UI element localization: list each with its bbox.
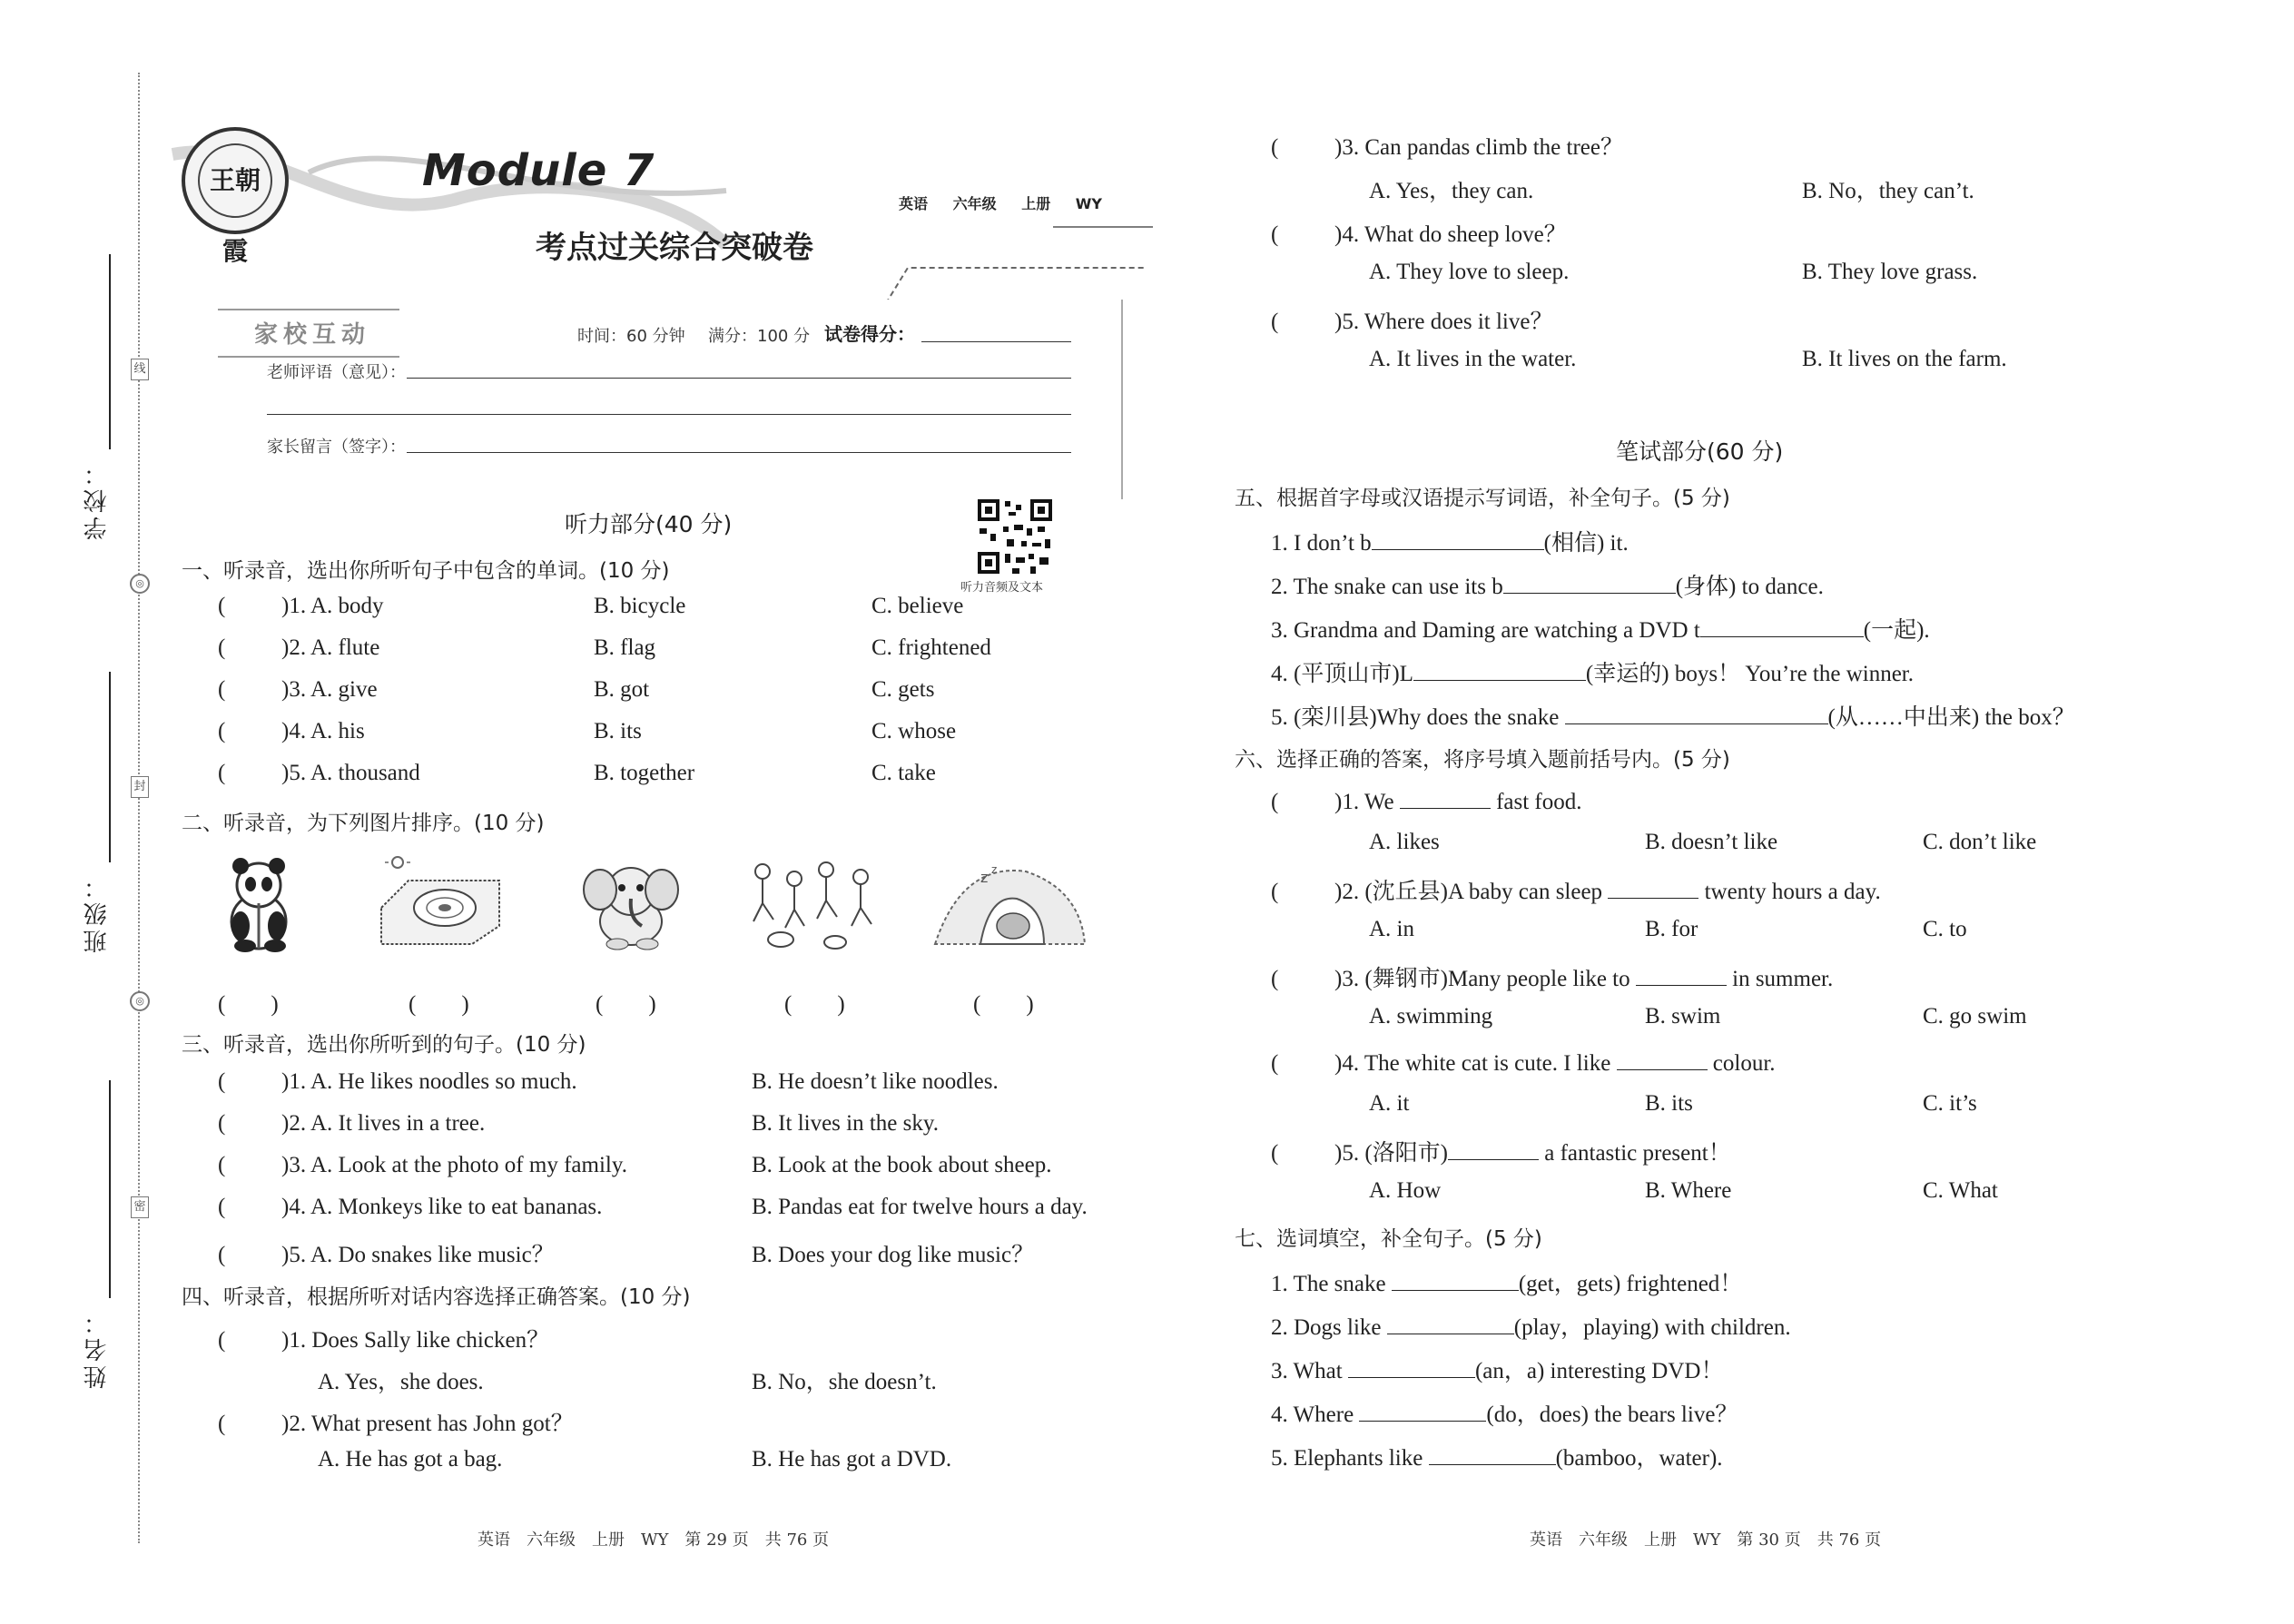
sec6-q1-b: B. doesn’t like — [1645, 830, 1778, 854]
sec5-q3: 3. Grandma and Daming are watching a DVD t (一起). — [1271, 612, 1930, 645]
binding-dotted-line — [138, 73, 140, 1543]
written-title: 笔试部分(60 分) — [1616, 438, 1784, 465]
sec4-q3-b: B. No，they can’t. — [1802, 179, 1974, 203]
section-5-heading: 五、根据首字母或汉语提示写词语，补全句子。(5 分) — [1235, 487, 1730, 510]
sec7-q4-blank[interactable] — [1359, 1399, 1486, 1422]
section-7-heading: 七、选词填空，补全句子。(5 分) — [1235, 1227, 1542, 1251]
sec6-q1-a: A. likes — [1369, 830, 1440, 854]
right-page-footer: 英语 六年级 上册 WY 第 30 页 共 76 页 — [1530, 1530, 1882, 1550]
sec4-q2-b: B. He has got a DVD. — [752, 1447, 952, 1471]
module-title: Module 7 — [422, 145, 655, 196]
sec7-q4: 4. Where (do，does) the bears live？ — [1271, 1396, 1738, 1429]
sec5-q4-blank[interactable] — [1413, 658, 1586, 681]
sec1-q2-c: C. frightened — [871, 635, 991, 660]
home-school-label: 家校互动 — [254, 321, 371, 349]
listening-title: 听力部分(40 分) — [565, 511, 733, 537]
svg-text:z: z — [991, 863, 998, 876]
sec6-q1-blank[interactable] — [1400, 786, 1491, 809]
class-fill-line[interactable] — [109, 672, 111, 862]
sec6-q4: ( )4. The white cat is cute. I like colour. — [1271, 1048, 1776, 1077]
bear-in-cave-picture — [926, 853, 1089, 953]
sec1-q4: ( )4. A. his — [218, 719, 365, 743]
picture-2-answer[interactable]: ( ) — [409, 992, 469, 1017]
sec1-q3-b: B. got — [594, 677, 650, 702]
sec1-q1-b: B. bicycle — [594, 594, 686, 618]
school-label: 学校： — [84, 458, 111, 540]
box-divider — [1076, 300, 1123, 499]
sec6-q1: ( )1. We fast food. — [1271, 786, 1582, 815]
sec3-q1-b: B. He doesn’t like noodles. — [752, 1069, 999, 1094]
panda-picture — [204, 853, 313, 953]
picture-5-answer[interactable]: ( ) — [973, 992, 1034, 1017]
class-label: 班级： — [84, 871, 111, 953]
score-label: 试卷得分： — [824, 323, 915, 345]
sec6-q5: ( )5. (洛阳市) a fantastic present！ — [1271, 1135, 1731, 1167]
sec5-q2: 2. The snake can use its b (身体) to dance. — [1271, 568, 1824, 601]
sec6-q4-blank[interactable] — [1617, 1048, 1708, 1070]
tag-volume: 上册 — [1021, 195, 1051, 212]
sec6-q5-c: C. What — [1923, 1178, 1998, 1203]
sec6-q5-b: B. Where — [1645, 1178, 1732, 1203]
sec3-q4-b: B. Pandas eat for twelve hours a day. — [752, 1195, 1088, 1219]
sec7-q1: 1. The snake (get，gets) frightened！ — [1271, 1265, 1742, 1298]
binding-hole-icon: ◎ — [130, 574, 150, 594]
svg-text:z: z — [980, 869, 989, 886]
sec4-q3: ( )3. Can pandas climb the tree？ — [1271, 135, 1623, 160]
paper-subtitle: 考点过关综合突破卷 — [536, 230, 813, 266]
sec6-q2-a: A. in — [1369, 917, 1414, 941]
sec1-q2: ( )2. A. flute — [218, 635, 380, 660]
sec1-q4-b: B. its — [594, 719, 642, 743]
section-6-heading: 六、选择正确的答案，将序号填入题前括号内。(5 分) — [1235, 748, 1730, 772]
sec7-q5-blank[interactable] — [1429, 1442, 1556, 1465]
sec3-q3-b: B. Look at the book about sheep. — [752, 1153, 1052, 1177]
time-info: 时间：60 分钟 — [577, 327, 685, 346]
teacher-comment-line[interactable] — [407, 378, 1071, 379]
sec6-q4-a: A. it — [1369, 1091, 1410, 1116]
sec6-q4-b: B. its — [1645, 1091, 1693, 1116]
binding-hole-icon: ◎ — [130, 991, 150, 1011]
sec6-q2-b: B. for — [1645, 917, 1698, 941]
sec1-q5: ( )5. A. thousand — [218, 761, 420, 785]
home-school-banner — [218, 309, 399, 358]
publisher-logo — [182, 127, 289, 266]
picture-3-answer[interactable]: ( ) — [596, 992, 656, 1017]
sec6-q2: ( )2. (沈丘县)A baby can sleep twenty hours a day. — [1271, 873, 1881, 906]
sec6-q5-a: A. How — [1369, 1178, 1442, 1203]
sec5-q2-blank[interactable] — [1503, 571, 1676, 594]
subject-tags — [899, 192, 1122, 213]
sec7-q1-blank[interactable] — [1392, 1268, 1519, 1291]
sec3-q2-a: ( )2. A. It lives in a tree. — [218, 1111, 486, 1136]
section-4-heading: 四、听录音，根据所听对话内容选择正确答案。(10 分) — [182, 1285, 691, 1309]
school-fill-line[interactable] — [109, 254, 111, 449]
qr-code-icon[interactable] — [976, 497, 1054, 576]
sec6-q3-c: C. go swim — [1923, 1004, 2027, 1029]
sec3-q5-a: ( )5. A. Do snakes like music？ — [218, 1243, 555, 1267]
sec4-q1: ( )1. Does Sally like chicken？ — [218, 1328, 550, 1353]
sec1-q3-c: C. gets — [871, 677, 935, 702]
elephant-picture — [576, 853, 685, 953]
score-field[interactable] — [921, 341, 1071, 342]
sec6-q3: ( )3. (舞钢市)Many people like to in summer. — [1271, 960, 1833, 993]
name-label: 姓名： — [84, 1307, 111, 1389]
sec4-q1-b: B. No，she doesn’t. — [752, 1370, 937, 1394]
sec6-q2-c: C. to — [1923, 917, 1967, 941]
sec4-q3-a: A. Yes，they can. — [1369, 179, 1534, 203]
sec1-q5-c: C. take — [871, 761, 936, 785]
sec3-q4-a: ( )4. A. Monkeys like to eat bananas. — [218, 1195, 603, 1219]
logo-text: 王朝霞 — [198, 143, 272, 218]
sec3-q3-a: ( )3. A. Look at the photo of my family. — [218, 1153, 627, 1177]
sec1-q3: ( )3. A. give — [218, 677, 378, 702]
sec6-q3-blank[interactable] — [1636, 963, 1727, 986]
sec5-q3-blank[interactable] — [1700, 615, 1864, 637]
section-3-heading: 三、听录音，选出你所听到的句子。(10 分) — [182, 1033, 586, 1057]
name-fill-line[interactable] — [109, 1080, 111, 1298]
picture-4-answer[interactable]: ( ) — [784, 992, 845, 1017]
sec4-q1-a: A. Yes，she does. — [318, 1370, 484, 1394]
section-1-heading: 一、听录音，选出你所听句子中包含的单词。(10 分) — [182, 559, 670, 583]
tag-grade: 六年级 — [952, 195, 997, 212]
sec3-q5-b: B. Does your dog like music？ — [752, 1243, 1035, 1267]
sec1-q2-b: B. flag — [594, 635, 656, 660]
children-playing-picture — [744, 853, 890, 953]
qr-caption: 听力音频及文本 — [960, 581, 1044, 595]
sec4-q5-a: A. It lives in the water. — [1369, 347, 1577, 371]
sec1-q5-b: B. together — [594, 761, 695, 785]
tag-edition: WY — [1075, 195, 1103, 212]
sec6-q3-a: A. swimming — [1369, 1004, 1493, 1029]
sec5-q1-blank[interactable] — [1372, 527, 1544, 550]
sec6-q1-c: C. don’t like — [1923, 830, 2037, 854]
sec1-q1: ( )1. A. body — [218, 594, 384, 618]
sec1-q1-c: C. believe — [871, 594, 964, 618]
sec4-q2: ( )2. What present has John got？ — [218, 1412, 574, 1436]
sec5-q4: 4. (平顶山市)L (幸运的) boys！ You’re the winner. — [1271, 655, 1914, 688]
sec3-q2-b: B. It lives in the sky. — [752, 1111, 940, 1136]
sec7-q3: 3. What (an，a) interesting DVD！ — [1271, 1353, 1723, 1385]
binding-mark: 封 — [131, 776, 149, 798]
sec4-q2-a: A. He has got a bag. — [318, 1447, 503, 1471]
full-score: 满分：100 分 — [708, 327, 811, 346]
picture-1-answer[interactable]: ( ) — [218, 992, 279, 1017]
teacher-comment-label: 老师评语（意见）： — [267, 363, 406, 382]
sec4-q4-a: A. They love to sleep. — [1369, 260, 1570, 284]
binding-mark: 线 — [131, 359, 149, 380]
sec6-q5-blank[interactable] — [1448, 1137, 1539, 1160]
parent-comment-line[interactable] — [407, 452, 1071, 453]
sec4-q4-b: B. They love grass. — [1802, 260, 1978, 284]
sec7-q2-blank[interactable] — [1387, 1312, 1514, 1334]
sec7-q3-blank[interactable] — [1348, 1355, 1475, 1378]
tag-subject: 英语 — [899, 195, 929, 212]
sec5-q1: 1. I don’t b (相信) it. — [1271, 525, 1629, 557]
sec4-q5: ( )5. Where does it live？ — [1271, 310, 1553, 334]
sec4-q5-b: B. It lives on the farm. — [1802, 347, 2007, 371]
sec7-q5: 5. Elephants like (bamboo，water). — [1271, 1440, 1723, 1472]
cd-player-picture — [372, 853, 508, 953]
sec7-q2: 2. Dogs like (play，playing) with children. — [1271, 1309, 1791, 1342]
left-page-footer: 英语 六年级 上册 WY 第 29 页 共 76 页 — [478, 1530, 830, 1550]
sec5-q5-blank[interactable] — [1565, 702, 1828, 724]
teacher-comment-line[interactable] — [267, 414, 1071, 415]
section-2-heading: 二、听录音，为下列图片排序。(10 分) — [182, 812, 545, 835]
parent-comment-label: 家长留言（签字）： — [267, 438, 406, 457]
sec6-q3-b: B. swim — [1645, 1004, 1721, 1029]
binding-mark: 密 — [131, 1196, 149, 1218]
sec5-q5: 5. (栾川县)Why does the snake (从……中出来) the box？ — [1271, 699, 2075, 732]
sec6-q2-blank[interactable] — [1608, 876, 1698, 899]
sec4-q4: ( )4. What do sheep love？ — [1271, 222, 1567, 247]
sec6-q4-c: C. it’s — [1923, 1091, 1977, 1116]
sec3-q1-a: ( )1. A. He likes noodles so much. — [218, 1069, 577, 1094]
sec1-q4-c: C. whose — [871, 719, 957, 743]
